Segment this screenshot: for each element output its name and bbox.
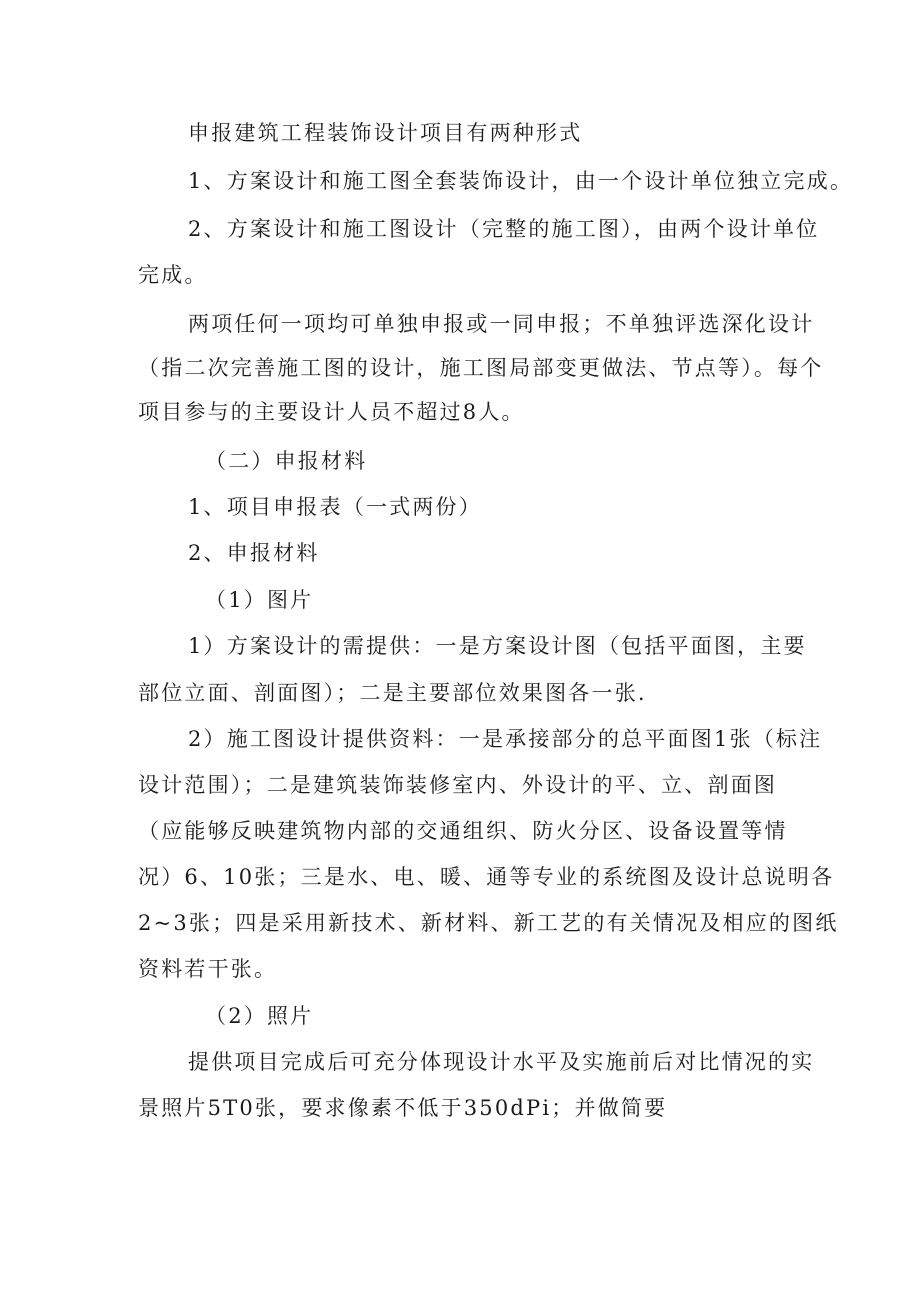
paragraph-line: 项目参与的主要设计人员不超过8人。 — [138, 400, 525, 424]
paragraph-line: 2）施工图设计提供资料：一是承接部分的总平面图1张（标注 — [188, 727, 823, 751]
paragraph-line: 景照片5T0张，要求像素不低于350dPi；并做简要 — [138, 1096, 668, 1120]
paragraph-line: 2、方案设计和施工图设计（完整的施工图），由两个设计单位 — [188, 217, 820, 241]
paragraph-line: 2~3张；四是采用新技术、新材料、新工艺的有关情况及相应的图纸 — [138, 911, 839, 935]
paragraph-line: 两项任何一项均可单独申报或一同申报；不单独评选深化设计 — [188, 312, 815, 336]
paragraph-line: 1、项目申报表（一式两份） — [188, 495, 482, 519]
paragraph-line: 完成。 — [138, 263, 208, 287]
paragraph-line: 资料若干张。 — [138, 957, 278, 981]
paragraph-line: 2、申报材料 — [188, 541, 320, 565]
section-heading: （二）申报材料 — [205, 449, 368, 473]
paragraph-line: （应能够反映建筑物内部的交通组织、防火分区、设备设置等情 — [138, 819, 788, 843]
paragraph-line: 提供项目完成后可充分体现设计水平及实施前后对比情况的实 — [188, 1050, 815, 1074]
subsection-heading: （2）照片 — [205, 1004, 314, 1028]
subsection-heading: （1）图片 — [205, 588, 314, 612]
paragraph-line: 1、方案设计和施工图全套装饰设计，由一个设计单位独立完成。 — [188, 169, 854, 193]
paragraph-line: 1）方案设计的需提供：一是方案设计图（包括平面图，主要 — [188, 634, 807, 658]
paragraph-line: 部位立面、剖面图）；二是主要部位效果图各一张. — [138, 681, 647, 705]
paragraph-line: 申报建筑工程装饰设计项目有两种形式 — [188, 121, 583, 145]
paragraph-line: （指二次完善施工图的设计，施工图局部变更做法、节点等）。每个 — [138, 356, 824, 380]
paragraph-line: 设计范围）；二是建筑装饰装修室内、外设计的平、立、剖面图 — [138, 773, 778, 797]
paragraph-line: 况）6、10张；三是水、电、暖、通等专业的系统图及设计总说明各 — [138, 865, 835, 889]
